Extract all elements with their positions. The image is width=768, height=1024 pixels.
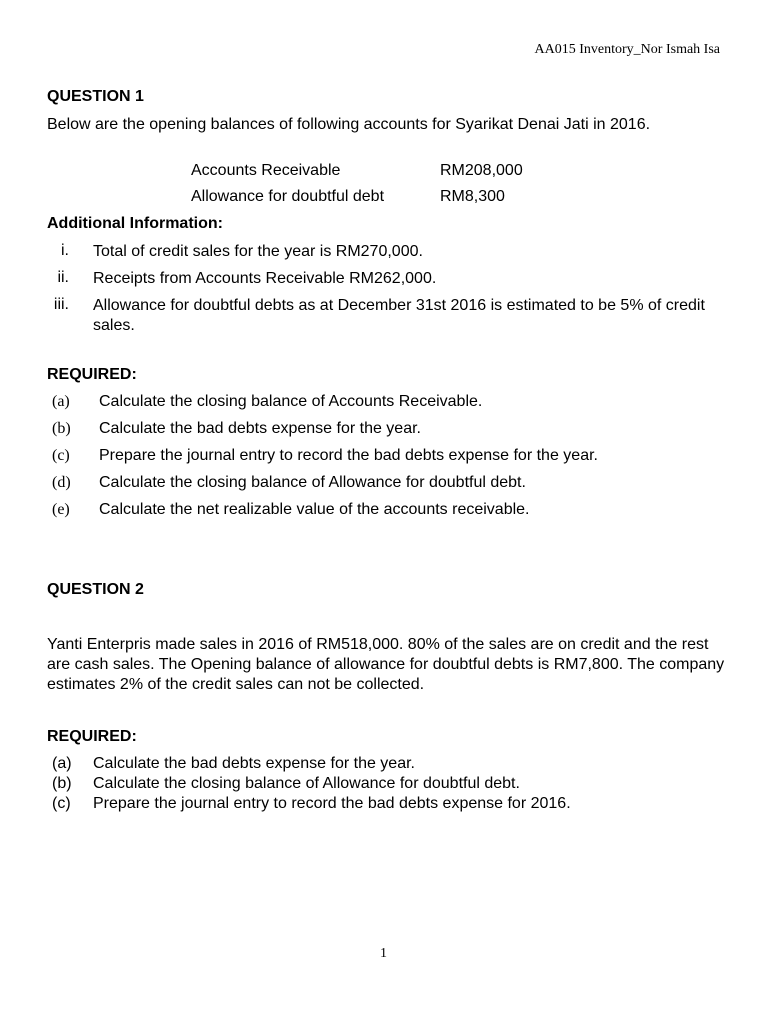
list-item-text: Total of credit sales for the year is RM270,000.: [93, 243, 423, 260]
list-marker: (e): [52, 501, 70, 518]
list-item-text: Calculate the closing balance of Allowance for doubtful debt.: [93, 775, 520, 792]
question-2-title: QUESTION 2: [47, 581, 144, 598]
question-1-title: QUESTION 1: [47, 88, 144, 105]
list-marker: (a): [52, 393, 70, 410]
page-number: 1: [380, 946, 387, 961]
additional-info-title: Additional Information:: [47, 215, 223, 232]
list-marker: iii.: [53, 296, 69, 313]
list-marker: (a): [52, 755, 72, 772]
list-item-text: Calculate the bad debts expense for the year.: [93, 755, 415, 772]
page-header: AA015 Inventory_Nor Ismah Isa: [534, 42, 720, 57]
balance-value: RM8,300: [440, 188, 505, 205]
list-item-text: Receipts from Accounts Receivable RM262,000.: [93, 270, 437, 287]
list-marker: (b): [52, 420, 71, 437]
list-item-text: Allowance for doubtful debts as at December 31st 2016 is estimated to be 5% of credit sales.: [93, 297, 705, 334]
list-item-text: Prepare the journal entry to record the bad debts expense for the year.: [99, 447, 598, 464]
required-title: REQUIRED:: [47, 366, 137, 383]
list-marker: (c): [52, 795, 71, 812]
balance-value: RM208,000: [440, 162, 523, 179]
list-marker: (c): [52, 447, 70, 464]
list-item-text: Calculate the closing balance of Allowance for doubtful debt.: [99, 474, 526, 491]
question-2-paragraph: Yanti Enterpris made sales in 2016 of RM518,000. 80% of the sales are on credit and the rest are cash sales. The Opening balance of allowance for doubtful debts is RM7,800. The company estimates 2% of the credit sales can not be collected.: [47, 636, 725, 693]
list-marker: (b): [52, 775, 72, 792]
list-item-text: Prepare the journal entry to record the bad debts expense for 2016.: [93, 795, 571, 812]
balance-label: Accounts Receivable: [191, 162, 341, 179]
list-item-text: Calculate the closing balance of Accounts Receivable.: [99, 393, 483, 410]
list-marker: ii.: [57, 269, 69, 286]
list-item-text: Calculate the bad debts expense for the year.: [99, 420, 421, 437]
question-1-intro: Below are the opening balances of following accounts for Syarikat Denai Jati in 2016.: [47, 116, 651, 133]
balance-label: Allowance for doubtful debt: [191, 188, 385, 205]
required-title: REQUIRED:: [47, 728, 137, 745]
list-marker: (d): [52, 474, 71, 491]
list-item-text: Calculate the net realizable value of the accounts receivable.: [99, 501, 530, 518]
list-marker: i.: [61, 242, 69, 259]
